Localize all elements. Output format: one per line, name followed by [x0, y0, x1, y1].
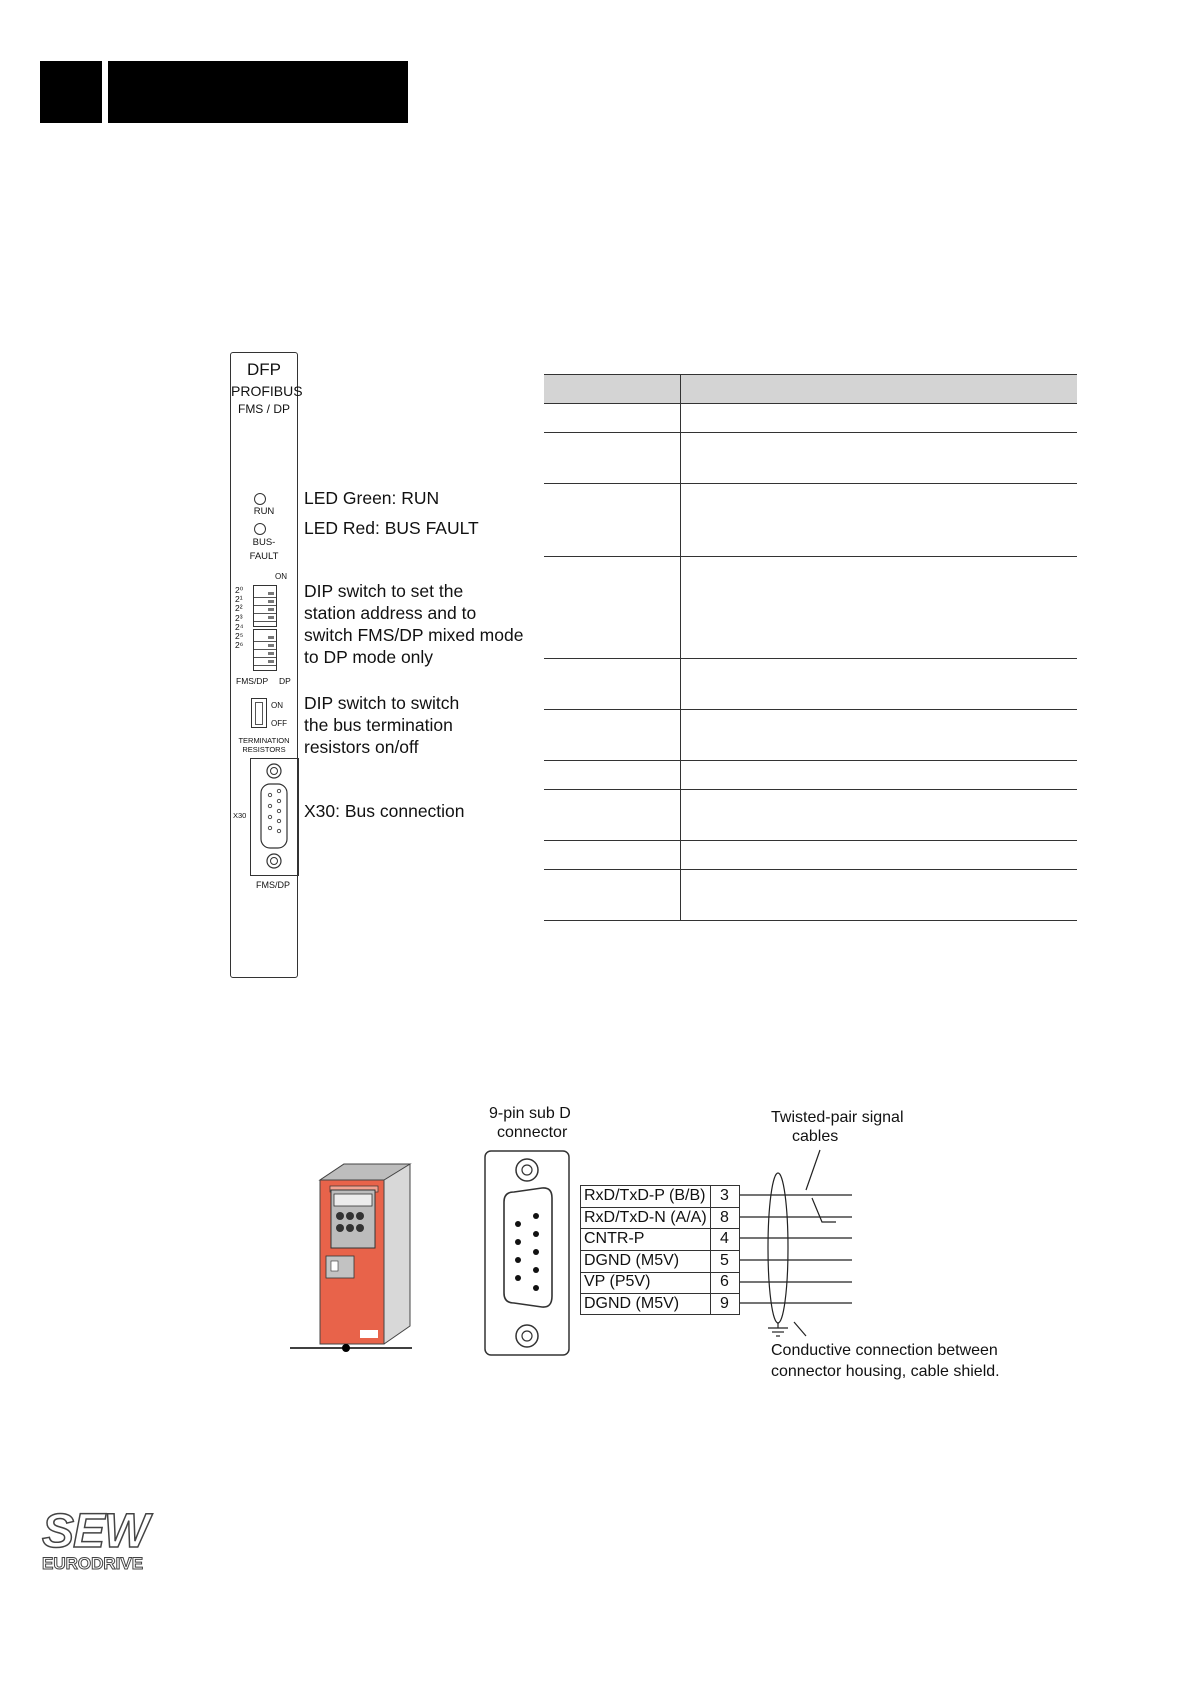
logo-eurodrive-text: EURODRIVE: [42, 1554, 144, 1573]
pin-number-label: 5: [720, 1252, 729, 1269]
table-row: [544, 659, 1077, 710]
pin-signal-label: CNTR-P: [584, 1230, 645, 1247]
panel-subtitle-fms-dp: FMS / DP: [237, 402, 290, 416]
callout-line: station address and to: [304, 603, 477, 623]
callout-line: resistors on/off: [304, 737, 419, 757]
dip-bit-label: 2²: [235, 603, 243, 614]
termination-dip-switch[interactable]: [251, 698, 267, 728]
sew-eurodrive-logo: [42, 1505, 180, 1576]
callout-line: DIP switch to set the: [304, 581, 464, 601]
callout-line: the bus termination: [304, 715, 453, 735]
panel-subtitle-profibus: PROFIBUS: [231, 383, 303, 399]
callout-led-green: LED Green: RUN: [304, 488, 440, 508]
pin-number-label: 4: [720, 1230, 729, 1247]
termination-label-2: RESISTORS: [242, 745, 286, 754]
pin-signal-label: DGND (M5V): [584, 1252, 680, 1269]
drive-unit-illustration: [288, 1158, 414, 1358]
pin-number-label: 6: [720, 1273, 729, 1290]
sub-d-connector-large-icon: [484, 1150, 570, 1356]
x30-label: X30: [233, 811, 247, 820]
table-row: [544, 841, 1077, 870]
x30-connector[interactable]: [250, 758, 299, 876]
termination-label-1: TERMINATION: [238, 736, 290, 745]
table-row: [544, 870, 1077, 921]
dip-bit-labels: [235, 586, 251, 650]
address-dip-switch-lower[interactable]: [253, 629, 277, 671]
cable-title-line2: cables: [792, 1128, 839, 1145]
connector-title-line1: 9-pin sub D: [489, 1105, 571, 1122]
connector-fms-dp-label: FMS/DP: [255, 880, 290, 890]
header-block-wide: [108, 61, 408, 123]
dip-bit-label: 2⁵: [235, 631, 244, 642]
pin-signal-label: RxD/TxD-N (A/A): [584, 1209, 707, 1226]
pin-number-label: 8: [720, 1209, 729, 1226]
dfp-front-panel: [230, 352, 303, 978]
term-off-label: OFF: [271, 719, 287, 728]
callout-dip-termination: [304, 692, 459, 758]
term-on-label: ON: [271, 701, 283, 710]
dip-bit-label: 2⁴: [235, 621, 244, 632]
callout-line: switch FMS/DP mixed mode: [304, 625, 524, 645]
table-row: [544, 790, 1077, 841]
pin-signal-label: VP (P5V): [584, 1273, 651, 1290]
pin-signal-label: DGND (M5V): [584, 1295, 680, 1312]
dip-bit-label: 2¹: [235, 594, 243, 605]
dip-bit-label: 2⁶: [235, 640, 244, 651]
panel-title: DFP: [247, 360, 281, 379]
table-row: [544, 761, 1077, 790]
bus-fault-label-2: FAULT: [249, 551, 279, 562]
shield-note-line1: Conductive connection between: [771, 1342, 998, 1359]
run-led-label: RUN: [253, 506, 275, 517]
pin-number-label: 3: [720, 1187, 729, 1204]
table-header: [544, 374, 1077, 404]
dip-bit-label: 2³: [235, 612, 243, 623]
dip-bit-label: 2⁰: [235, 585, 244, 595]
dip-on-label: ON: [275, 572, 287, 581]
pin-number-label: 9: [720, 1295, 729, 1312]
connector-title-line2: connector: [497, 1124, 568, 1141]
dip-dp-label: DP: [279, 676, 291, 686]
table-row: [544, 433, 1077, 484]
bus-fault-led-icon: [254, 523, 266, 535]
header-block-small: [40, 61, 102, 123]
pin-signal-label: RxD/TxD-P (B/B): [584, 1187, 706, 1204]
cable-wiring-diagram: [740, 1140, 860, 1350]
table-row: [544, 404, 1077, 433]
address-dip-switch-upper[interactable]: [253, 585, 277, 627]
cable-title-line1: Twisted-pair signal: [771, 1109, 904, 1126]
bus-fault-label-1: BUS-: [252, 537, 276, 548]
callout-dip-address: [304, 580, 523, 668]
shield-note-line2: connector housing, cable shield.: [771, 1363, 1000, 1380]
callout-line: DIP switch to switch: [304, 693, 460, 713]
logo-sew-text: SEW: [42, 1505, 149, 1558]
table-row: [544, 484, 1077, 557]
sub-d-connector-icon: [251, 759, 298, 875]
callout-line: to DP mode only: [304, 647, 434, 667]
run-led-icon: [254, 493, 266, 505]
table-row: [544, 557, 1077, 659]
dip-fms-dp-label: FMS/DP: [236, 676, 269, 686]
callout-led-red: LED Red: BUS FAULT: [304, 518, 479, 538]
table-row: [544, 710, 1077, 761]
callout-x30: X30: Bus connection: [304, 801, 465, 821]
